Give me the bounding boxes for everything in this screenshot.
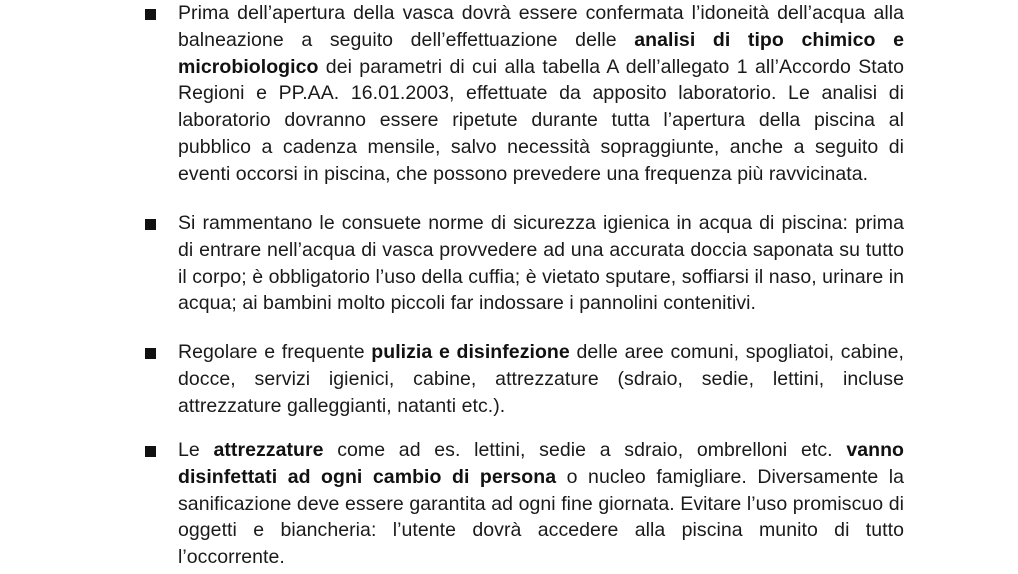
bold-phrase-pulizia: pulizia e disinfezione [371,341,570,363]
paragraph-text: Le [178,439,214,461]
paragraph-text: delle aree comuni, spogliatoi, cabine, docce, servizi igienici, cabine, attrezzature (sdraio, sedie, lettini, incluse attrezzature galleggianti, natanti etc.). [178,341,904,417]
bold-phrase-disinfettati: vanno disinfettati ad ogni cambio di persona [178,439,904,488]
paragraph-text: come ad es. lettini, sedie a sdraio, ombrelloni etc. [323,439,847,461]
square-bullet-icon [145,348,156,359]
paragraph-text: Regolare e frequente [178,341,372,363]
bold-phrase-analisi: analisi di tipo chimico e microbiologico [178,28,904,78]
square-bullet-icon [145,219,156,230]
paragraph-text: Si rammentano le consuete norme di sicurezza igienica in acqua di piscina: prima di entrare nell’acqua di vasca provvedere ad una accurata doccia saponata su tutto il corpo; è obbligatorio l’uso della cuffia; è vietato sputare, soffiarsi il naso, urinare in acqua; ai bambini molto piccoli far indossare i pannolini contenitivi. [178,212,904,315]
square-bullet-icon [145,9,156,20]
paragraph-text: dei parametri di cui alla tabella A dell’allegato 1 all’Accordo Stato Regioni e PP.AA. 16.01.2003, effettuate da apposito laboratorio. Le analisi di laboratorio dovranno essere ripetute durante tutta l’apertura della piscina al pubblico a cadenza mensile, salvo necessità sopraggiunte, anche a seguito di eventi occorsi in piscina, che possono prevedere una frequenza più ravvicinata. [178,55,904,185]
bold-phrase-attrezzature: attrezzature [213,439,324,461]
paragraph-text: o nucleo famigliare. Diversamente la sanificazione deve essere garantita ad ogni fine giornata. Evitare l’uso promiscuo di oggetti e biancheria: l’utente dovrà accedere alla piscina munito di tutto l’occorrente. [178,465,904,569]
paragraph-equipment [178,437,904,571]
paragraph-cleaning [178,339,904,419]
paragraph-text: Prima dell’apertura della vasca dovrà essere confermata l’idoneità dell’acqua alla balneazione a seguito dell’effettuazione delle [178,2,904,51]
paragraph-water-analysis [178,0,904,188]
square-bullet-icon [145,446,156,457]
paragraph-hygiene-rules [178,210,904,317]
